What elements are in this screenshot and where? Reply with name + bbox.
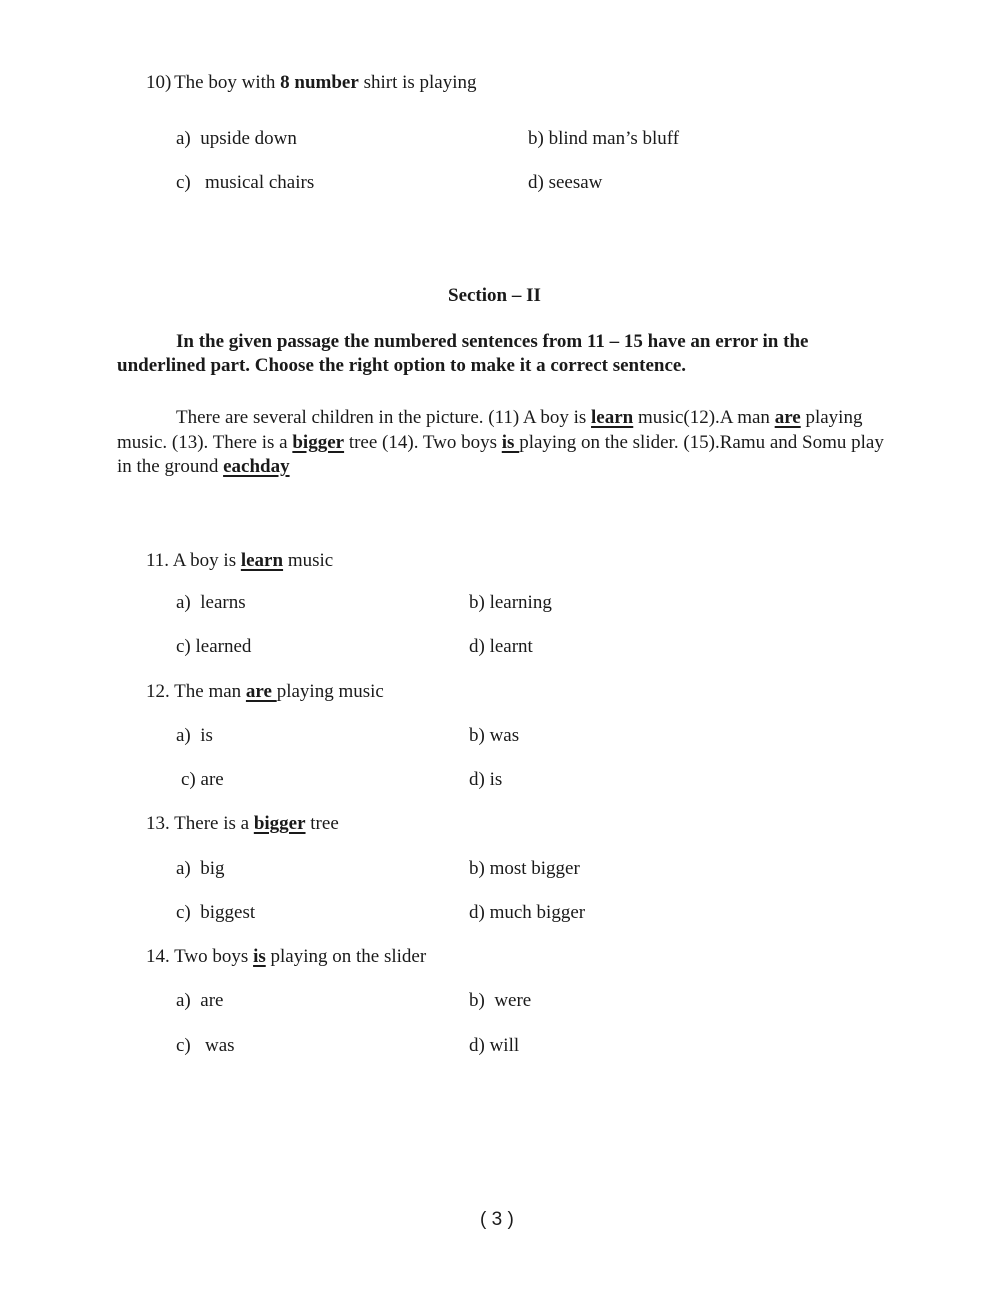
question-text-pre: The boy with: [174, 72, 281, 93]
passage-underline-15: eachday: [223, 456, 290, 477]
q12-option-a[interactable]: a) is: [176, 725, 213, 746]
q13-option-a[interactable]: a) big: [176, 858, 225, 879]
q13-option-c[interactable]: c) biggest: [176, 902, 256, 923]
q14-option-b[interactable]: b) were: [469, 990, 532, 1011]
q12-option-b[interactable]: b) was: [469, 725, 520, 746]
question-11-stem: 11. A boy is learn music: [146, 550, 334, 571]
q10-option-a[interactable]: a) upside down: [176, 128, 297, 149]
question-text-bold: 8 number: [280, 72, 359, 93]
q11-option-b[interactable]: b) learning: [469, 592, 552, 613]
question-underline: learn: [240, 550, 284, 571]
passage-underline-12: are: [774, 407, 801, 428]
question-text-post: shirt is playing: [358, 72, 477, 93]
question-10-stem: [146, 71, 477, 95]
q12-option-c[interactable]: c) are: [181, 769, 224, 790]
question-number: 10): [146, 72, 172, 93]
q10-option-b[interactable]: b) blind man’s bluff: [528, 128, 680, 149]
question-underline: are: [245, 681, 277, 702]
passage-underline-11: learn: [591, 407, 634, 428]
question-underline: is: [253, 946, 266, 967]
question-14-stem: 14. Two boys is playing on the slider: [146, 946, 427, 967]
q10-option-c[interactable]: c) musical chairs: [176, 172, 315, 193]
section-title: Section – II: [448, 285, 541, 306]
question-underline: bigger: [253, 813, 306, 834]
passage-underline-13: bigger: [292, 431, 345, 453]
q11-option-a[interactable]: a) learns: [176, 592, 246, 613]
q11-option-c[interactable]: c) learned: [176, 636, 252, 657]
q13-option-d[interactable]: d) much bigger: [469, 902, 586, 923]
question-12-stem: 12. The man are playing music: [146, 681, 384, 702]
q14-option-c[interactable]: c) was: [176, 1035, 235, 1056]
passage: There are several children in the picture. (11) A boy is learn music(12).A man are playing music. (13). There is a bigger tree (14). Two boys is playing on the slider. (15).Ramu and Somu play in the ground eachday: [117, 407, 884, 477]
q11-option-d[interactable]: d) learnt: [469, 636, 533, 657]
section-instruction: In the given passage the numbered sentences from 11 – 15 have an error in the underlined part. Choose the right option to make it a correct sentence.: [117, 331, 809, 376]
q14-option-a[interactable]: a) are: [176, 990, 224, 1011]
page-number: ( 3 ): [480, 1209, 514, 1230]
q10-option-d[interactable]: d) seesaw: [528, 172, 603, 193]
passage-underline-14: is: [501, 431, 520, 453]
q12-option-d[interactable]: d) is: [469, 769, 503, 790]
q13-option-b[interactable]: b) most bigger: [469, 858, 580, 879]
q14-option-d[interactable]: d) will: [469, 1035, 520, 1056]
question-13-stem: 13. There is a bigger tree: [146, 813, 339, 834]
